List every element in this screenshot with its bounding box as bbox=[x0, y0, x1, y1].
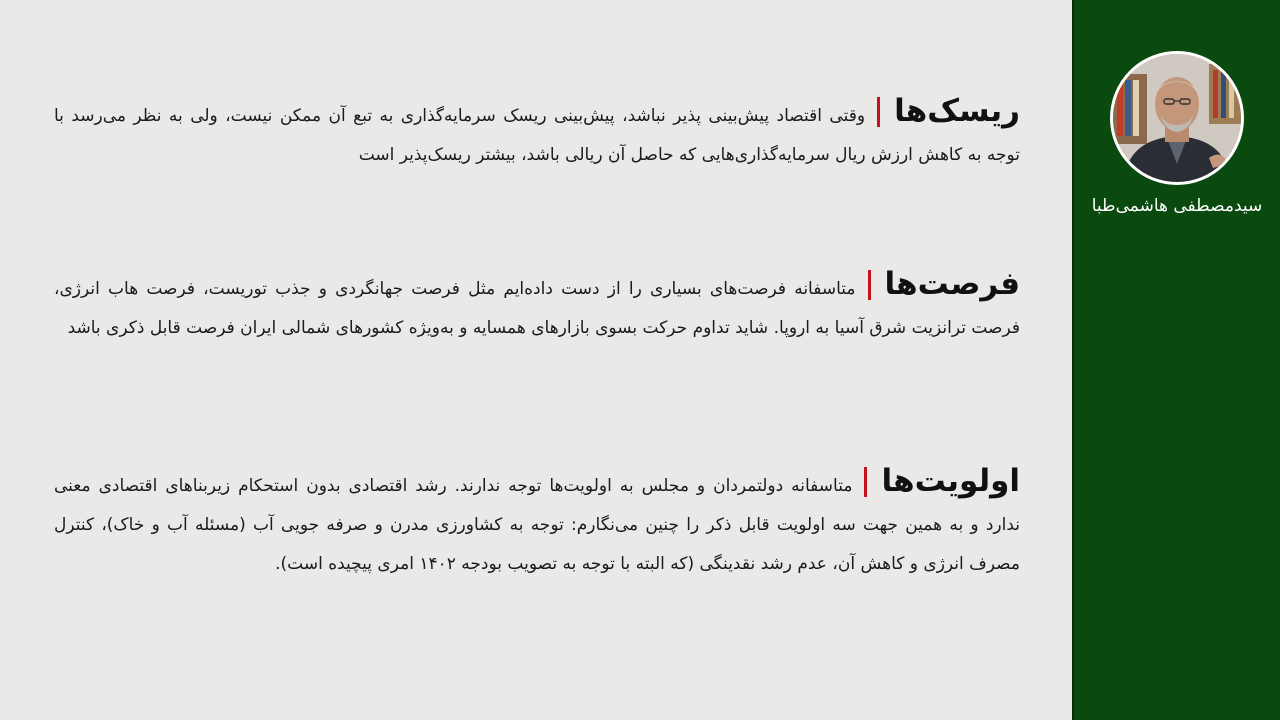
section-title-opportunities: فرصت‌ها bbox=[884, 266, 1020, 302]
title-divider bbox=[877, 97, 880, 127]
author-sidebar bbox=[1072, 0, 1280, 720]
section-priorities bbox=[54, 462, 1020, 584]
author-photo bbox=[1110, 51, 1244, 185]
section-title-priorities: اولویت‌ها bbox=[881, 463, 1020, 499]
title-divider bbox=[864, 467, 867, 497]
section-text-opportunities: متاسفانه فرصت‌های بسیاری را از دست داده‌ایم مثل فرصت جهانگردی و جذب توریست، فرصت هاب انرژی، فرصت ترانزیت شرق آسیا به اروپا. شاید تداوم حرکت بسوی بازارهای همسایه و به‌ویژه کشورهای شمالی ایران فرصت قابل ذکری باشد bbox=[54, 279, 1020, 338]
title-divider bbox=[868, 270, 871, 300]
section-opportunities bbox=[54, 265, 1020, 348]
section-risks bbox=[54, 92, 1020, 175]
section-title-risks: ریسک‌ها bbox=[894, 93, 1020, 129]
portrait-image bbox=[1113, 54, 1241, 182]
section-text-priorities: متاسفانه دولتمردان و مجلس به اولویت‌ها توجه ندارند. رشد اقتصادی بدون استحکام زیربناهای اقتصادی معنی ندارد و به همین جهت سه اولویت قابل ذکر را چنین می‌نگارم: توجه به کشاورزی مدرن و صرفه جویی آب (مسئله آب و خاک)، کنترل مصرف انرژی و کاهش آن، عدم رشد نقدینگی (که البته با توجه به تصویب بودجه ۱۴۰۲ امری پیچیده است). bbox=[54, 476, 1020, 574]
section-text-risks: وقتی اقتصاد پیش‌بینی پذیر نباشد، پیش‌بینی ریسک سرمایه‌گذاری به تبع آن ممکن نیست، ولی به نظر می‌رسد با توجه به کاهش ارزش ریال سرمایه‌گذاری‌هایی که حاصل آن ریالی باشد، بیشتر ریسک‌پذیر است bbox=[54, 106, 1020, 165]
author-name: سیدمصطفی هاشمی‌طبا bbox=[1091, 196, 1263, 216]
